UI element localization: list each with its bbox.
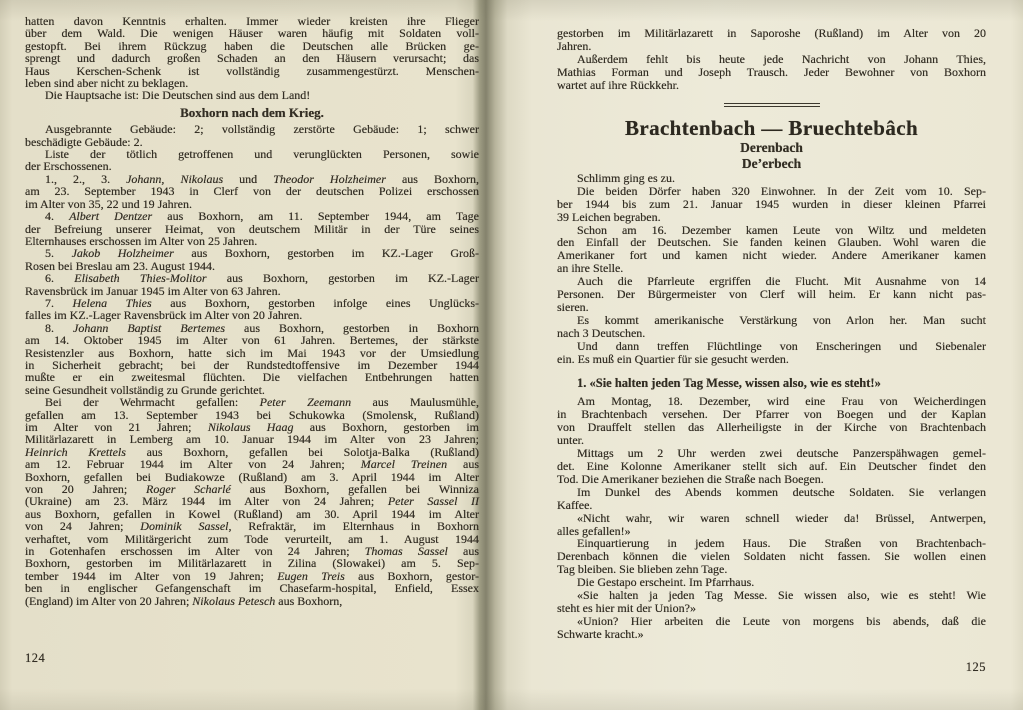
paragraph: [25, 247, 479, 272]
paragraph: [557, 395, 986, 447]
text-line: (Ukraine) am 23. März 1944 im Alter von 24 Jahren; Peter Sassel II: [25, 494, 480, 509]
text-line: ein. Es muß ein Quartier für sie gesucht werden.: [557, 351, 789, 366]
paragraph: [25, 297, 479, 322]
text-line: Haus Kerschen-Schenk ist vollständig zusammengestürzt. Menschen-: [25, 63, 479, 78]
text-line: Die beiden Dörfer haben 320 Einwohner. In der Zeit vom 10. Sep-: [577, 183, 986, 198]
text-line: tember 1944 im Alter von 19 Jahren; Eugen Treis aus Boxhorn, gestor-: [25, 568, 479, 583]
text-line: Am Montag, 18. Dezember, wird eine Frau von Weicherdingen: [577, 394, 986, 409]
text-line: 7. Helena Thies aus Boxhorn, gestorben infolge eines Unglücks-: [45, 295, 480, 310]
text-line: am 12. Februar 1944 im Alter von 24 Jahren; Marcel Treinen aus: [25, 457, 480, 472]
heading-sub: De’erbech: [741, 155, 802, 171]
paragraph: [557, 185, 986, 224]
text-line: an ihre Stelle.: [557, 261, 624, 276]
text-line: Boxhorn, gefallen bei Budiakowze (Rußland) am 3. April 1944 im Alter: [25, 469, 479, 484]
text-line: Die Gestapo erscheint. Im Pfarrhaus.: [577, 575, 755, 590]
text-line: wartet auf ihre Rückkehr.: [557, 77, 679, 92]
text-line: Mathias Forman und Joseph Trausch. Jeder Bewohner von Boxhorn: [557, 64, 986, 79]
text-line: Rosen bei Breslau am 23. August 1944.: [25, 258, 215, 273]
text-line: hatten davon Kenntnis erhalten. Immer wieder kreisten ihre Flieger: [25, 14, 479, 28]
text-line: Liste der tötlich getroffenen und verunglückten Personen, sowie: [45, 147, 479, 162]
text-line: von 24 Jahren; Dominik Sassel, Refraktär, im Elternhaus in Boxhorn: [25, 519, 479, 534]
text-line: Militärlazarett in Lemberg am 10. Januar 1944 im Alter von 23 Jahren;: [25, 432, 479, 447]
text-line: im Alter von 21 Jahren; Nikolaus Haag aus Boxhorn, gestorben im: [25, 420, 479, 434]
text-line: mußte er ein zweitesmal flüchten. Die vielfachen Entbehrungen hatten: [25, 370, 479, 385]
paragraph: [557, 172, 986, 185]
paragraph: [557, 314, 986, 340]
paragraph: [557, 615, 986, 641]
text-line: «Nicht wahr, wir waren schnell wieder da! Brüssel, Antwerpen,: [577, 510, 986, 525]
text-line: det. Eine Kolonne Amerikaner stellt sich auf. Ein Deutscher findet den: [557, 458, 986, 473]
text-line: unter.: [557, 433, 584, 448]
text-line: gefallen am 13. September 1943 bei Schukowka (Smolensk, Rußland): [25, 407, 479, 422]
text-line: im Alter von 35, 22 und 19 Jahren.: [25, 196, 192, 211]
text-line: von 20 Jahren; Roger Scharlé aus Boxhorn, gefallen bei Winniza: [25, 482, 480, 497]
text-line: Die Hauptsache ist: Die Deutschen sind aus dem Land!: [45, 88, 311, 103]
paragraph: [25, 210, 479, 247]
text-line: falles im KZ.-Lager Ravensbrück im Alter von 20 Jahren.: [25, 308, 303, 323]
paragraph: [557, 53, 986, 92]
paragraph: [25, 148, 479, 173]
section-divider-rule: [724, 103, 820, 108]
text-line: «Union? Hier arbeiten die Leute von morgens bis abends, daß die: [577, 613, 986, 628]
text-line: aus Boxhorn, gefallen in Kowel (Rußland) am 30. April 1944 im Alter: [25, 506, 479, 521]
paragraph: [557, 512, 986, 538]
paragraph: [557, 447, 986, 486]
text-line: Bei der Wehrmacht gefallen: Peter Zeemann aus Maulusmühle,: [45, 395, 479, 410]
text-line: Tag bleiben. Sie blieben zehn Tage.: [557, 562, 728, 577]
text-line: Derenbach können die vielen Soldaten nicht fassen. Sie wollen einen: [557, 549, 986, 564]
heading-sub: Derenbach: [740, 139, 803, 155]
text-line: Im Dunkel des Abends kommen deutsche Soldaten. Sie verlangen: [577, 484, 986, 499]
paragraph: [25, 15, 479, 89]
paragraph: [557, 589, 986, 615]
text-line: leben sind aber nicht zu beklagen.: [25, 76, 189, 91]
paragraph: [557, 486, 986, 512]
text-line: Resistenzler aus Boxhorn, hatte sich im Mai 1943 vor der Umsiedlung: [25, 345, 479, 360]
text-line: Und dann treffen Flüchtlinge von Enscheringen und Siebenaler: [577, 338, 986, 353]
text-line: Heinrich Krettels aus Boxhorn, gefallen bei Solotja-Balka (Rußland): [25, 444, 479, 459]
heading-display: Brachtenbach — Bruechtebâch: [624, 116, 919, 141]
paragraph: [557, 537, 986, 576]
page-left-text-column: [25, 15, 479, 607]
text-line: Schon am 16. Dezember kamen Leute von Wiltz und meldeten: [577, 222, 986, 237]
page-right-text-column: [557, 27, 986, 641]
text-line: der Befreiung unserer Heimat, von deutschem Militär in der Türe seines: [25, 221, 479, 236]
text-line: beschädigte Gebäude: 2.: [25, 134, 143, 149]
text-line: Außerdem fehlt bis heute jede Nachricht von Johann Thies,: [577, 51, 986, 66]
text-line: ben in englischer Gefangenschaft im Chasefarm-hospital, Enfield, Essex: [25, 581, 479, 596]
text-line: Schlimm ging es zu.: [577, 170, 675, 185]
text-line: Elternhauses erschossen im Alter von 25 Jahren.: [25, 233, 258, 248]
paragraph: [25, 322, 479, 396]
text-line: den Einfall der Deutschen. Sie fanden keinen Glauben. Wohl waren die: [557, 235, 986, 250]
page-number-left: 124: [25, 651, 46, 665]
text-line: in Brachtenbach versehen. Der Pfarrer von Boegen und der Kaplan: [557, 407, 986, 422]
text-line: 6. Elisabeth Thies-Molitor aus Boxhorn, gestorben im KZ.-Lager: [45, 271, 480, 286]
paragraph: [25, 396, 479, 607]
heading-center: Boxhorn nach dem Krieg.: [180, 104, 324, 120]
paragraph: [25, 123, 479, 148]
text-line: sieren.: [557, 300, 589, 314]
heading-numbered: 1. «Sie halten jeden Tag Messe, wissen also, wie es steht!»: [577, 375, 881, 390]
text-line: 1., 2., 3. Johann, Nikolaus und Theodor Holzheimer aus Boxhorn,: [45, 171, 479, 186]
text-line: Personen. Der Bürgermeister von Clerf will heim. Er kann nicht pas-: [557, 287, 986, 302]
text-line: alles gefallen!»: [557, 523, 631, 538]
text-line: seine Gesundheit vollständig zu Grunde gerichtet.: [25, 382, 265, 397]
text-line: nach 3 Deutschen.: [557, 325, 646, 340]
page-number-right: 125: [965, 660, 986, 674]
text-line: ber 1944 bis zum 21. Januar 1945 wurden in dieser kleinen Pfarrei: [557, 196, 986, 211]
text-line: 8. Johann Baptist Bertemes aus Boxhorn, gestorben in Boxhorn: [45, 320, 480, 335]
text-line: (England) im Alter von 20 Jahren; Nikolaus Petesch aus Boxhorn,: [25, 593, 343, 608]
text-line: über dem Wald. Die wenigen Häuser waren häufig mit Soldaten voll-: [25, 26, 479, 41]
paragraph: [25, 272, 479, 297]
text-line: gestorben im Militärlazarett in Saporoshe (Rußland) im Alter von 20: [557, 26, 986, 40]
paragraph: [25, 173, 479, 210]
text-line: Einquartierung in jedem Haus. Die Straßen von Brachtenbach-: [577, 536, 986, 551]
text-line: Jahren.: [557, 38, 592, 53]
text-line: in Sicherheit gebracht; bei der Rundstedtoffensive im Dezember 1944: [25, 357, 479, 372]
text-line: Tod. Die Amerikaner beziehen die Straße nach Boegen.: [557, 471, 824, 486]
text-line: Es kommt amerikanische Verstärkung von Arlon her. Man sucht: [577, 312, 986, 327]
text-line: Amerikaner fort und kamen nicht wieder. Andere Amerikaner kamen: [557, 248, 986, 263]
text-line: Mittags um 2 Uhr werden zwei deutsche Panzerspähwagen gemel-: [577, 446, 986, 461]
text-line: Auch die Pfarrleute ergriffen die Flucht. Mit Ausnahme von 14: [577, 274, 986, 289]
paragraph: [25, 89, 479, 101]
text-line: «Sie halten ja jeden Tag Messe. Sie wissen also, wie es steht! Wie: [577, 588, 986, 603]
text-line: gestopft. Bei ihrem Rückzug haben die Deutschen alle Brücken ge-: [25, 38, 479, 53]
text-line: Ravensbrück im Januar 1945 im Alter von 63 Jahren.: [25, 283, 281, 298]
text-line: 39 Leichen begraben.: [557, 209, 661, 224]
text-line: verhaftet, vom Militärgericht zum Tode verurteilt, am 1. August 1944: [25, 531, 479, 546]
text-line: Ausgebrannte Gebäude: 2; vollständig zerstörte Gebäude: 1; schwer: [45, 122, 479, 137]
text-line: von Drauffelt stellen das Allerheiligste in der Kirche von Brachtenbach: [557, 420, 986, 435]
text-line: am 23. September 1943 in Clerf von der deutschen Polizei erschossen: [25, 184, 479, 199]
text-line: sprengt und dadurch großen Schaden an den Häusern verursacht; das: [25, 51, 479, 66]
text-line: am 14. Oktober 1945 im Alter von 61 Jahren. Bertemes, der stärkste: [25, 333, 479, 348]
text-line: 4. Albert Dentzer aus Boxhorn, am 11. September 1944, am Tage: [45, 209, 479, 224]
text-line: Boxhorn, gestorben im Militärlazarett in Zilina (Slowakei) am 5. Sep-: [25, 556, 479, 571]
paragraph: [557, 275, 986, 314]
text-line: Schwarte kracht.»: [557, 626, 644, 641]
paragraph: [557, 340, 986, 366]
text-line: der Erschossenen.: [25, 159, 112, 174]
text-line: in Gotenhafen erschossen im Alter von 24 Jahren; Thomas Sassel aus: [25, 544, 480, 559]
paragraph: [557, 27, 986, 53]
text-line: steht es hier mit der Union?»: [557, 600, 696, 615]
text-line: Kaffee.: [557, 497, 593, 512]
paragraph: [557, 224, 986, 276]
text-line: 5. Jakob Holzheimer aus Boxhorn, gestorben im KZ.-Lager Groß-: [45, 246, 480, 261]
